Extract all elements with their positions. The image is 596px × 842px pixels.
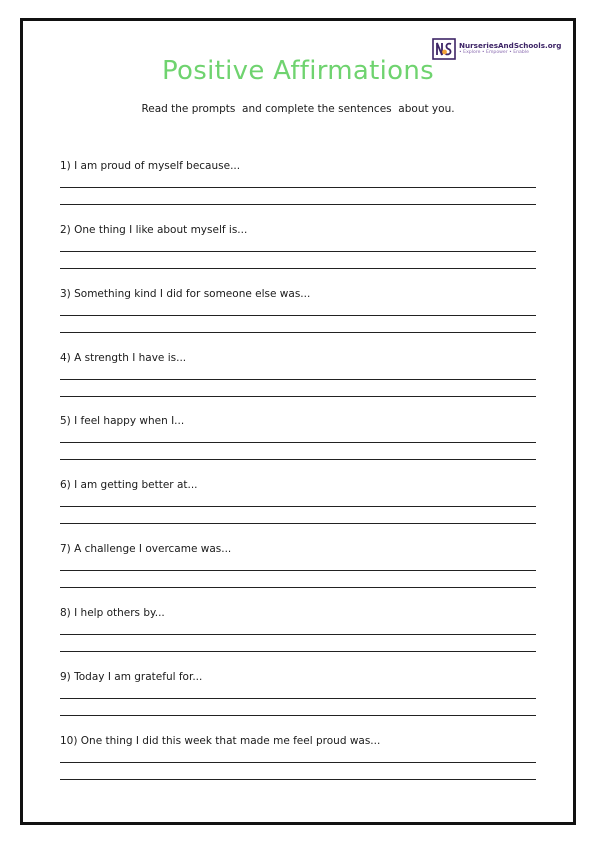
answer-line[interactable] (60, 587, 536, 588)
answer-line[interactable] (60, 442, 536, 443)
prompt-text: 7) A challenge I overcame was... (60, 543, 232, 555)
answer-line[interactable] (60, 379, 536, 380)
answer-line[interactable] (60, 698, 536, 699)
answer-line[interactable] (60, 396, 536, 397)
answer-line[interactable] (60, 332, 536, 333)
answer-line[interactable] (60, 715, 536, 716)
answer-line[interactable] (60, 779, 536, 780)
prompt-text: 8) I help others by... (60, 607, 165, 619)
answer-line[interactable] (60, 506, 536, 507)
prompt-item (60, 671, 536, 731)
answer-line[interactable] (60, 268, 536, 269)
prompt-item (60, 607, 536, 667)
prompt-item (60, 224, 536, 284)
logo-tagline: • Explore • Empower • Enable (459, 50, 529, 56)
answer-line[interactable] (60, 187, 536, 188)
prompt-item (60, 288, 536, 348)
logo-name: NurseriesAndSchools.org (459, 41, 562, 51)
prompt-item (60, 543, 536, 603)
prompt-text: 10) One thing I did this week that made me feel proud was... (60, 735, 381, 747)
prompt-item (60, 352, 536, 412)
prompt-text: 9) Today I am grateful for... (60, 671, 203, 683)
answer-line[interactable] (60, 459, 536, 460)
answer-line[interactable] (60, 315, 536, 316)
prompt-text: 1) I am proud of myself because... (60, 160, 241, 172)
answer-line[interactable] (60, 251, 536, 252)
page-title: Positive Affirmations (161, 56, 435, 86)
prompt-item (60, 415, 536, 475)
answer-line[interactable] (60, 570, 536, 571)
answer-line[interactable] (60, 762, 536, 763)
instructions: Read the prompts and complete the sentences about you. (141, 103, 455, 115)
prompt-item (60, 735, 536, 795)
prompt-text: 2) One thing I like about myself is... (60, 224, 248, 236)
prompt-text: 4) A strength I have is... (60, 352, 187, 364)
prompt-item (60, 160, 536, 220)
prompt-text: 5) I feel happy when I... (60, 415, 185, 427)
answer-line[interactable] (60, 634, 536, 635)
logo-text (459, 42, 561, 56)
answer-line[interactable] (60, 523, 536, 524)
answer-line[interactable] (60, 651, 536, 652)
prompt-text: 6) I am getting better at... (60, 479, 198, 491)
prompt-text: 3) Something kind I did for someone else was... (60, 288, 311, 300)
prompt-item (60, 479, 536, 539)
answer-line[interactable] (60, 204, 536, 205)
